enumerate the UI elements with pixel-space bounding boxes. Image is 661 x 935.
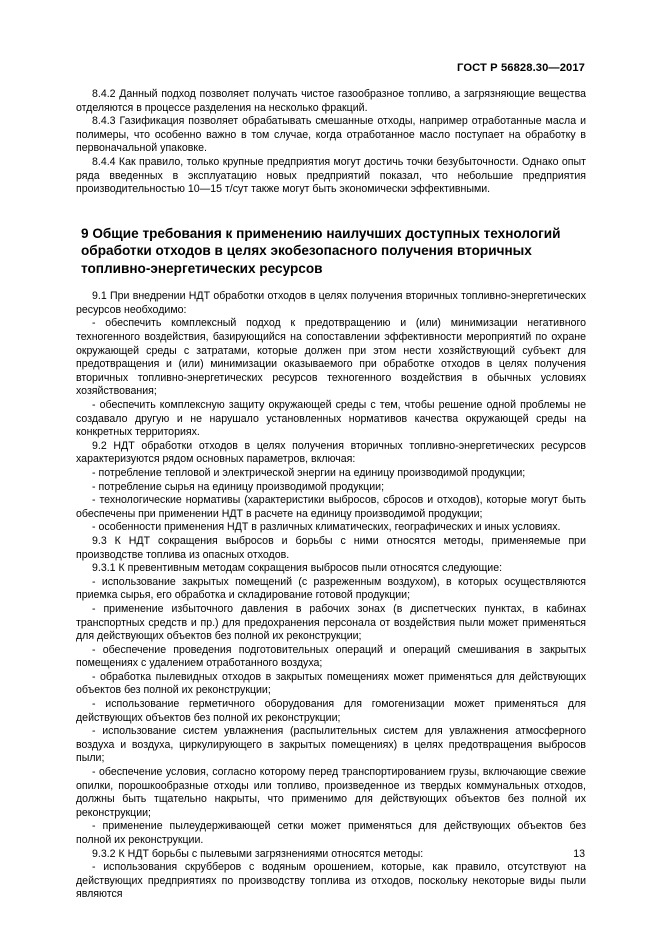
list-item: - использования скрубберов с водяным орошением, которые, как правило, отсутствуют на действующих предприятиях по производству топлива из отходов, поскольку некоторые виды пыли являются [76, 861, 586, 901]
list-item: - применение избыточного давления в рабочих зонах (в диспетческих пунктах, в кабинах транспортных средств и пр.) для предохранения персонала от воздействия пыли может применяться для действующих объектов без полной их реконструкции; [76, 602, 586, 643]
list-item: - обеспечить комплексный подход к предотвращению и (или) минимизации негативного техногенного воздействия, базирующийся на сопоставлении эффективности мероприятий по охране окружающей среды с затратами, которые должен при этом нести хозяйствующий субъект для предотвращения и (или) минимизации оказываемого при обработке отходов в целях получения вторичных топливно-энергетических ресурсов техногенного воздействия в обычных условиях хозяйствования; [76, 317, 586, 398]
list-item: - обеспечение условия, согласно которому перед транспортированием грузы, включающие свежие опилки, порошкообразные отходы или топливо, произведенное из твердых коммунальных отходов, должны быть тщательно накрыты, что применимо для действующих объектов без полной их реконструкции; [76, 766, 586, 819]
paragraph-9-3-1: 9.3.1 К превентивным методам сокращения выбросов пыли относятся следующие: [92, 562, 503, 575]
list-item: - использование систем увлажнения (распылительных систем для увлажнения атмосферного воздуха и воздуха, циркулирующего в закрытых помещениях) в целях предотвращения выбросов пыли; [76, 725, 586, 765]
paragraph-8-4-4: 8.4.4 Как правило, только крупные предприятия могут достичь точки безубыточности. Однако опыт ряда введенных в эксплуатацию новых предприятий показал, что небольшие предприятия производительностью 10—15 т/сут также могут быть экономически эффективными. [76, 155, 586, 196]
list-item: - использование герметичного оборудования для гомогенизации может применяться для действующих объектов без полной их реконструкции; [76, 698, 586, 724]
list-item: - обеспечение проведения подготовительных операций и операций смешивания в закрытых помещениях с удалением отработанного воздуха; [76, 643, 586, 670]
list-item: - применение пылеудерживающей сетки может применяться для действующих объектов без полной их реконструкции. [76, 820, 586, 846]
paragraph-8-4-2: 8.4.2 Данный подход позволяет получать чистое газообразное топливо, а загрязняющие вещества отделяются в процессе разделения на несколько фракций. [76, 88, 586, 114]
list-item: - технологические нормативы (характеристики выбросов, сбросов и отходов), которые могут быть обеспечены при применении НДТ в расчете на единицу производимой продукции; [76, 494, 586, 520]
list-item: - потребление сырья на единицу производимой продукции; [92, 480, 385, 493]
list-item: - использование закрытых помещений (с разреженным воздухом), в которых осуществляются приемка сырья, его обработка и складирование готовой продукции; [76, 575, 586, 602]
paragraph-9-3: 9.3 К НДТ сокращения выбросов и борьбы с ними относятся методы, применяемые при производстве топлива из опасных отходов. [76, 534, 586, 561]
page-content [76, 88, 586, 902]
paragraph-9-3-2: 9.3.2 К НДТ борьбы с пылевыми загрязнениями относятся методы: [92, 847, 424, 860]
list-item: - особенности применения НДТ в различных климатических, географических и иных условиях. [92, 521, 561, 534]
paragraph-9-1: 9.1 При внедрении НДТ обработки отходов в целях получения вторичных топливно-энергетических ресурсов необходимо: [76, 290, 586, 316]
paragraph-9-2: 9.2 НДТ обработки отходов в целях получения вторичных топливно-энергетических ресурсов характеризуются рядом основных параметров, включая: [76, 439, 586, 466]
list-item: - обработка пылевидных отходов в закрытых помещениях может применяться для действующих объектов без полной их реконструкции; [76, 670, 586, 697]
document-standard-id: ГОСТ Р 56828.30—2017 [457, 62, 585, 74]
list-item: - потребление тепловой и электрической энергии на единицу производимой продукции; [92, 466, 526, 479]
section-9-heading: 9 Общие требования к применению наилучших доступных технологий обработки отходов в целях экобезопасного получения вторичных топливно-энергетических ресурсов [81, 225, 561, 276]
list-item: - обеспечить комплексную защиту окружающей среды с тем, чтобы решение одной проблемы не создавало другую и не нарушало установленных нормативов качества окружающей среды на конкретных территориях. [76, 399, 586, 439]
paragraph-8-4-3: 8.4.3 Газификация позволяет обрабатывать смешанные отходы, например отработанные масла и полимеры, что особенно важно в том случае, когда отработанное масло поступает на обработку в первоначальной упаковке. [76, 115, 586, 155]
page-number: 13 [573, 848, 585, 860]
